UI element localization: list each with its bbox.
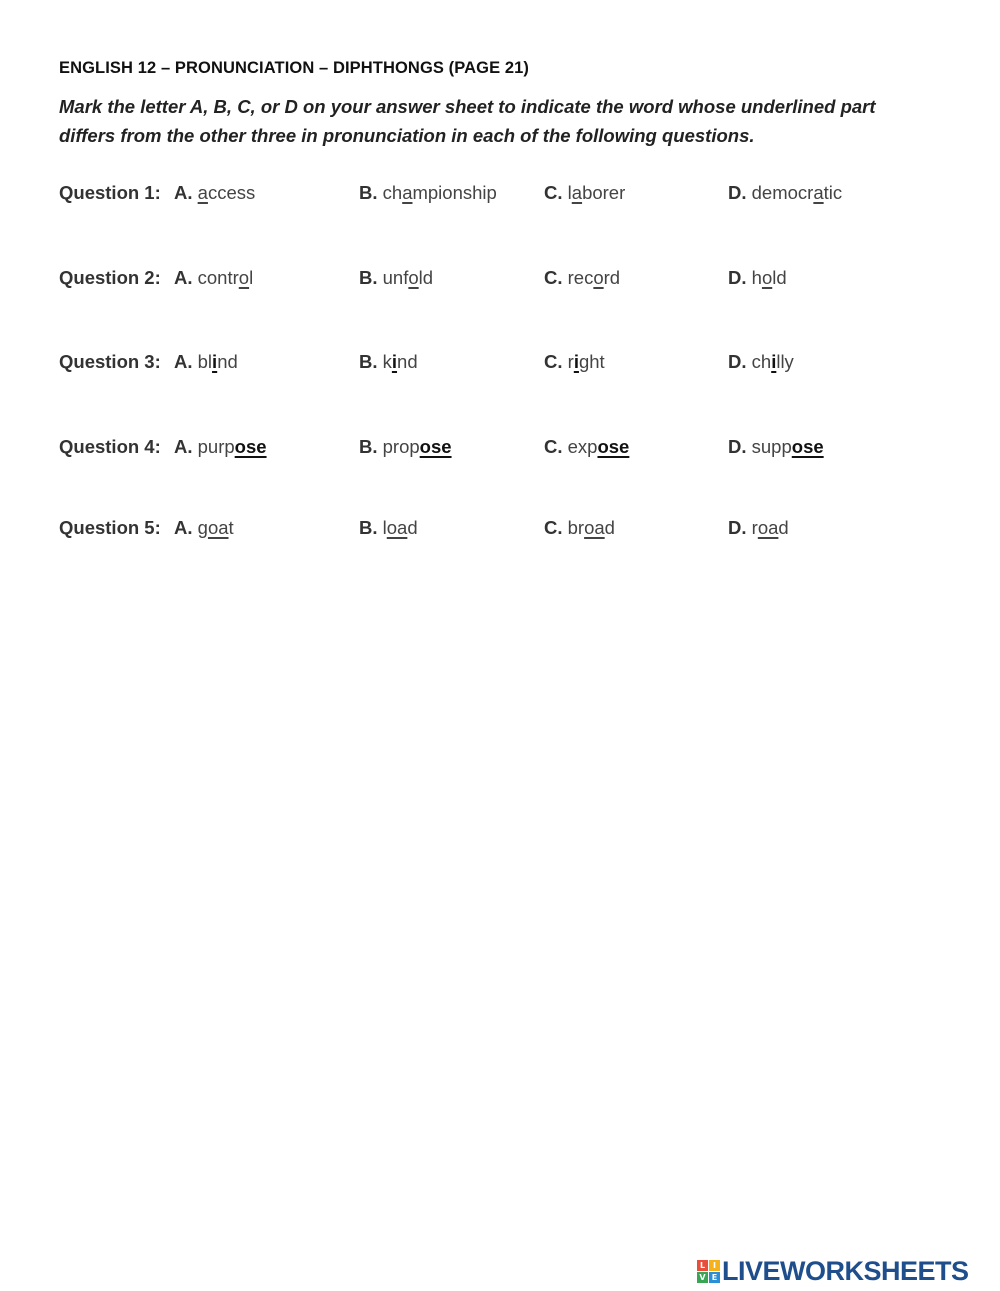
option-word: kind: [382, 351, 418, 372]
underlined-part: oa: [584, 517, 605, 538]
option-word: championship: [382, 182, 497, 203]
option-word: democratic: [751, 182, 843, 203]
underlined-part: a: [402, 182, 413, 203]
option-b[interactable]: [359, 436, 452, 458]
underlined-part: a: [571, 182, 583, 203]
option-letter: B.: [359, 517, 378, 538]
option-b[interactable]: [359, 517, 418, 539]
option-word: goat: [197, 517, 234, 538]
instruction-line-1: Mark the letter A, B, C, or D on your answer sheet to indicate the word whose underlined part: [59, 96, 876, 117]
option-c[interactable]: [544, 351, 605, 373]
underlined-part: oa: [207, 517, 229, 538]
option-a[interactable]: [174, 182, 255, 204]
option-c[interactable]: [544, 267, 620, 289]
option-word: expose: [567, 436, 630, 457]
option-letter: D.: [728, 436, 747, 457]
underlined-part: i: [212, 351, 218, 372]
liveworksheets-logo: [697, 1257, 969, 1285]
instructions: [59, 92, 959, 150]
logo-block: L: [697, 1260, 708, 1271]
option-word: purpose: [197, 436, 267, 457]
option-letter: C.: [544, 351, 563, 372]
option-letter: A.: [174, 351, 193, 372]
option-letter: C.: [544, 182, 563, 203]
underlined-part: o: [408, 267, 419, 288]
underlined-part: ose: [791, 436, 824, 457]
option-letter: D.: [728, 182, 747, 203]
option-letter: D.: [728, 517, 747, 538]
question-4: [59, 436, 959, 462]
underlined-part: a: [813, 182, 824, 203]
option-letter: A.: [174, 182, 193, 203]
option-word: access: [197, 182, 256, 203]
option-d[interactable]: [728, 517, 789, 539]
underlined-part: i: [573, 351, 579, 372]
option-d[interactable]: [728, 351, 794, 373]
option-letter: A.: [174, 267, 193, 288]
option-d[interactable]: [728, 267, 787, 289]
question-label: Question 3:: [59, 351, 161, 372]
underlined-part: ose: [419, 436, 452, 457]
option-letter: D.: [728, 351, 747, 372]
underlined-part: a: [197, 182, 208, 203]
option-word: suppose: [751, 436, 824, 457]
option-c[interactable]: [544, 517, 615, 539]
question-label: Question 4:: [59, 436, 161, 457]
underlined-part: i: [771, 351, 777, 372]
logo-blocks-icon: [697, 1260, 720, 1283]
underlined-part: oa: [757, 517, 779, 538]
question-1: [59, 182, 959, 208]
option-letter: C.: [544, 267, 563, 288]
question-5: [59, 517, 959, 543]
option-letter: B.: [359, 182, 378, 203]
underlined-part: ose: [234, 436, 267, 457]
option-letter: A.: [174, 436, 193, 457]
option-d[interactable]: [728, 436, 824, 458]
option-c[interactable]: [544, 436, 629, 458]
option-letter: B.: [359, 351, 378, 372]
underlined-part: o: [238, 267, 250, 288]
question-label: Question 1:: [59, 182, 161, 203]
underlined-part: oa: [386, 517, 408, 538]
option-letter: A.: [174, 517, 193, 538]
logo-block: V: [697, 1272, 708, 1283]
underlined-part: ose: [597, 436, 630, 457]
option-letter: B.: [359, 436, 378, 457]
question-label: Question 2:: [59, 267, 161, 288]
option-a[interactable]: [174, 436, 267, 458]
option-letter: D.: [728, 267, 747, 288]
option-word: load: [382, 517, 418, 538]
option-word: laborer: [567, 182, 626, 203]
option-d[interactable]: [728, 182, 842, 204]
option-word: right: [567, 351, 605, 372]
option-b[interactable]: [359, 267, 433, 289]
underlined-part: o: [593, 267, 604, 288]
option-c[interactable]: [544, 182, 625, 204]
question-3: [59, 351, 959, 377]
option-word: road: [751, 517, 789, 538]
option-word: propose: [382, 436, 452, 457]
option-word: record: [567, 267, 621, 288]
option-a[interactable]: [174, 351, 238, 373]
option-word: unfold: [382, 267, 434, 288]
option-word: chilly: [751, 351, 794, 372]
option-word: control: [197, 267, 254, 288]
page-title: ENGLISH 12 – PRONUNCIATION – DIPHTHONGS (PAGE 21): [59, 59, 530, 77]
option-b[interactable]: [359, 182, 497, 204]
logo-block: I: [709, 1260, 720, 1271]
option-a[interactable]: [174, 517, 234, 539]
underlined-part: o: [761, 267, 773, 288]
option-letter: C.: [544, 436, 563, 457]
question-2: [59, 267, 959, 293]
question-label: Question 5:: [59, 517, 161, 538]
option-word: broad: [567, 517, 615, 538]
logo-block: E: [709, 1272, 720, 1283]
option-word: hold: [751, 267, 787, 288]
underlined-part: i: [391, 351, 398, 372]
option-b[interactable]: [359, 351, 418, 373]
instruction-line-2: differs from the other three in pronunciation in each of the following questions.: [59, 125, 755, 146]
option-letter: B.: [359, 267, 378, 288]
option-letter: C.: [544, 517, 563, 538]
logo-text: LIVEWORKSHEETS: [722, 1256, 969, 1286]
option-word: blind: [197, 351, 238, 372]
option-a[interactable]: [174, 267, 253, 289]
